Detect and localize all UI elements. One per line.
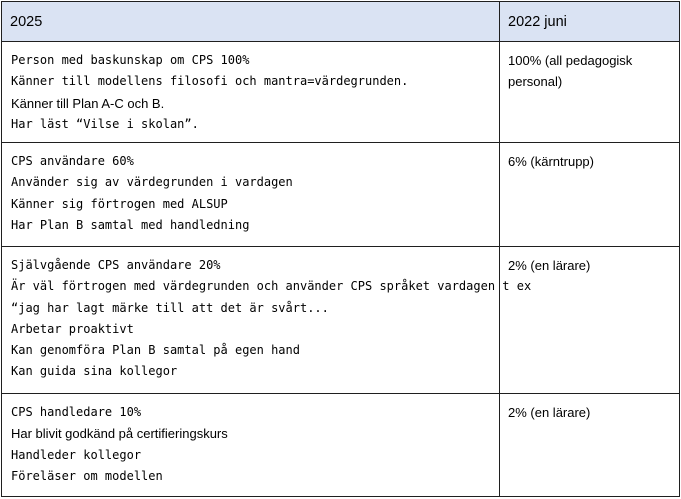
- goals-table: [1, 1, 680, 497]
- goal-line: Person med baskunskap om CPS 100%: [11, 53, 250, 67]
- goal-line: Handleder kollegor: [11, 447, 142, 462]
- status-cell: [500, 42, 680, 143]
- status-text: 100% (all pedagogisk personal): [508, 53, 633, 90]
- goal-line: Känner till modellens filosofi och mantra=värdegrunden.: [11, 74, 409, 89]
- goal-line: Använder sig av värdegrunden i vardagen: [11, 175, 293, 190]
- status-cell: [500, 143, 680, 247]
- goal-line: Kan guida sina kollegor: [11, 364, 178, 379]
- status-cell: [500, 247, 680, 394]
- goal-line: CPS användare 60%: [11, 154, 134, 168]
- goal-line: Har blivit godkänd på certifieringskurs: [11, 426, 228, 442]
- goal-line: CPS handledare 10%: [11, 405, 142, 419]
- goal-line: Självgående CPS användare 20%: [11, 258, 221, 272]
- goal-line: Har läst “Vilse i skolan”.: [11, 116, 199, 131]
- goal-line: Känner till Plan A-C och B.: [11, 95, 165, 111]
- goal-cell: [2, 42, 500, 143]
- table-row: [2, 247, 680, 394]
- header-cell-2022-juni: 2022 juni: [500, 2, 680, 42]
- goal-line: Är väl förtrogen med värdegrunden och använder CPS språket vardagen t ex: [11, 279, 532, 294]
- goal-line: Föreläser om modellen: [11, 468, 163, 483]
- status-cell: [500, 394, 680, 497]
- goal-cell: [2, 394, 500, 497]
- goal-cell: [2, 143, 500, 247]
- goal-line: Känner sig förtrogen med ALSUP: [11, 196, 228, 211]
- table-row: [2, 42, 680, 143]
- goal-line: “jag har lagt märke till att det är svårt...: [11, 300, 329, 315]
- goal-line: Kan genomföra Plan B samtal på egen hand: [11, 343, 300, 358]
- goal-line: Arbetar proaktivt: [11, 321, 134, 336]
- table-row: [2, 143, 680, 247]
- status-text: 2% (en lärare): [508, 258, 591, 273]
- table-header-row: [2, 2, 680, 42]
- table-row: [2, 394, 680, 497]
- status-text: 6% (kärntrupp): [508, 154, 594, 169]
- goal-line: Har Plan B samtal med handledning: [11, 217, 250, 232]
- header-cell-year-2025: 2025: [2, 2, 500, 42]
- status-text: 2% (en lärare): [508, 405, 591, 420]
- goal-cell: [2, 247, 532, 394]
